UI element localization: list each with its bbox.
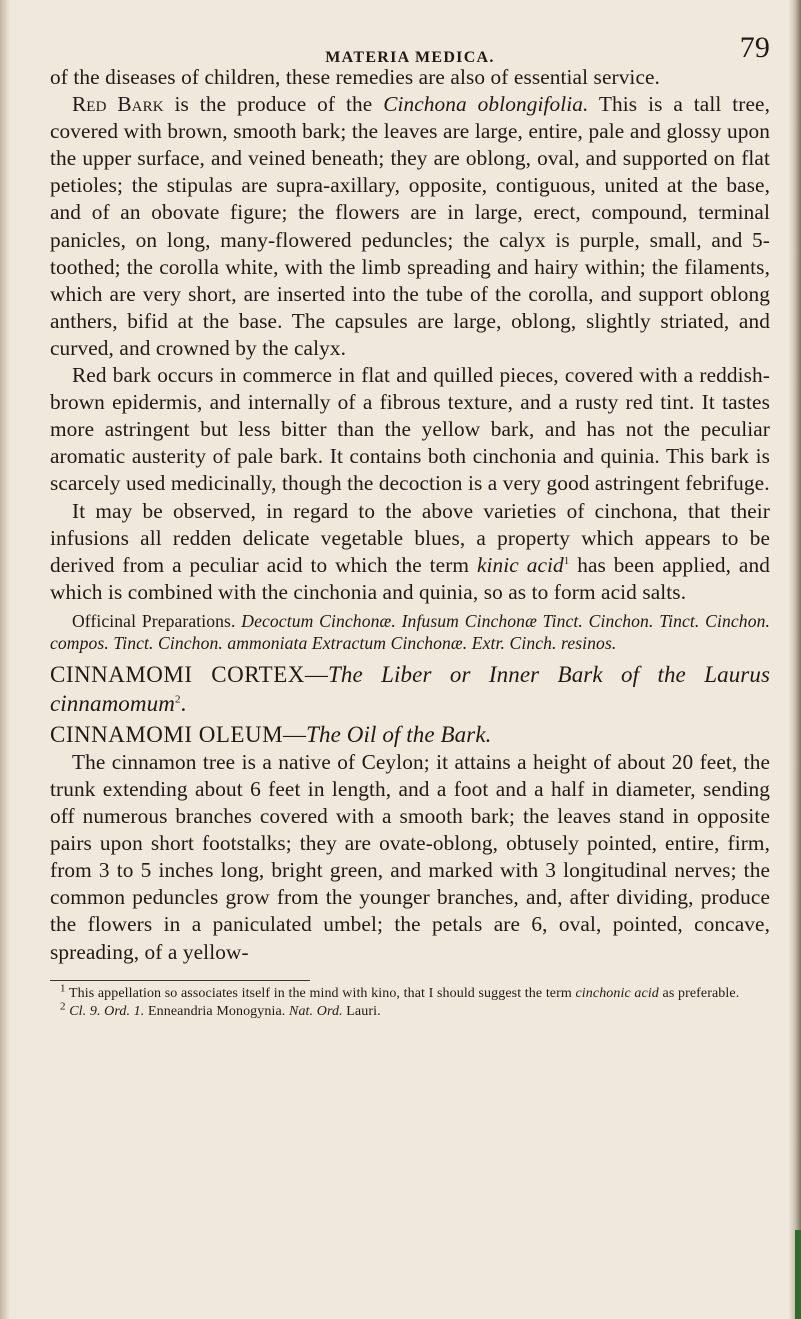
paragraph-text: has been applied, and which is combined with the cinchonia and quinia, so as to form acid salts. [50, 552, 770, 604]
footnote-rule [50, 980, 310, 981]
officinal-preparations [50, 610, 770, 654]
running-head: MATERIA MEDICA. [325, 49, 495, 66]
heading-end: . [180, 690, 187, 716]
heading-caps: CINNAMOMI CORTEX [50, 661, 305, 687]
footnotes [50, 981, 770, 1021]
heading-dash: — [304, 661, 328, 687]
heading-cinnamomi-oleum [50, 720, 770, 749]
heading-italic: The Oil of the Bark. [306, 721, 492, 747]
paragraph-kinic-acid [50, 498, 770, 606]
paragraph-text: The cinnamon tree is a native of Ceylon; it attains a height of about 20 feet, the trunk extending about 6 feet in length, and a foot and a half in diameter, sending off numerous branches covered with a smooth bark; the leaves stand in opposite pairs upon short footstalks; they are ovate-oblong, obtusely pointed, entire, firm, from 3 to 5 inches long, bright green, and marked with 3 longitudinal nerves; the common peduncles grow from the younger branches, and, after dividing, produce the flowers in a paniculated umbel; the petals are 6, oval, pointed, concave, spreading, of a yellow- [50, 749, 770, 964]
heading-cinnamomi-cortex [50, 660, 770, 718]
footnote-mark: 1 [60, 981, 66, 994]
paragraph-red-bark-commerce [50, 362, 770, 497]
preparations-list: Decoctum Cinchonæ. Infusum Cinchonæ Tinct. Cinchon. Tinct. Cinchon. compos. Tinct. Cinchon. ammoniata Extractum Cinchonæ. Extr. Cinch. resinos. [50, 610, 770, 653]
heading-dash: — [283, 721, 307, 747]
footnote-text: This appellation so associates itself in the mind with kino, that I should suggest the term [65, 985, 576, 1001]
paragraph-text: Red bark occurs in commerce in flat and quilled pieces, covered with a reddish-brown epidermis, and internally of a fibrous texture, and a rusty red tint. It tastes more astringent but less bitter than the yellow bark, and has not the peculiar aromatic austerity of pale bark. It contains both cinchonia and quinia. This bark is scarcely used medicinally, though the decoction is a very good astringent febrifuge. [50, 363, 770, 496]
footnote-mark: 2 [60, 999, 66, 1012]
species-name: Cinchona oblongifolia. [383, 92, 589, 117]
paragraph-text: of the diseases of children, these remedies are also of essential service. [50, 65, 660, 89]
page-edge-tab [795, 1230, 801, 1319]
red-bark-lead: Red Bark [72, 92, 164, 117]
book-page [50, 28, 770, 1021]
footnote-ref-2: 2 [174, 693, 181, 706]
paragraph-text: is the produce of the [163, 92, 384, 117]
footnote-text: Lauri. [342, 1003, 381, 1019]
paragraph-text: It may be observed, in regard to the above varieties of cinchona, that their infusions all redden delicate vegetable blues, a property which appears to be derived from a peculiar acid to which the term [50, 498, 770, 577]
page-edge [789, 0, 801, 1319]
footnote-natural-order: Nat. Ord. [289, 1003, 343, 1019]
page-header [50, 28, 770, 66]
paragraph-red-bark [50, 91, 770, 362]
paragraph-continuation [50, 64, 770, 91]
paragraph-cinnamon-tree [50, 749, 770, 966]
heading-italic: The Liber or Inner Bark of the Laurus cinnamomum [50, 661, 771, 716]
footnote-text: as preferable. [658, 985, 740, 1001]
footnote-1 [50, 981, 770, 1003]
footnote-2 [50, 999, 770, 1021]
footnote-class: Cl. 9. Ord. 1. [69, 1003, 145, 1019]
preparations-label: Officinal Preparations. [72, 610, 236, 631]
page-number: 79 [739, 31, 770, 64]
footnote-text: Enneandria Monogynia. [144, 1003, 289, 1019]
footnote-ref-1: 1 [563, 554, 570, 567]
paragraph-text: This is a tall tree, covered with brown, smooth bark; the leaves are large, entire, pale and glossy upon the upper surface, and veined beneath; they are oblong, oval, and supported on flat petioles; the stipulas are supra-axillary, opposite, contiguous, united at the base, and of an obovate figure; the flowers are in large, erect, compound, terminal panicles, on long, many-flowered peduncles; the calyx is purple, small, and 5-toothed; the corolla white, with the limb spreading and hairy within; the filaments, which are very short, are inserted into the tube of the corolla, and support oblong anthers, bifid at the base. The capsules are large, oblong, slightly striated, and curved, and crowned by the calyx. [50, 92, 770, 360]
kinic-acid-term: kinic acid [476, 552, 564, 577]
footnote-term: cinchonic acid [575, 985, 659, 1001]
heading-caps: CINNAMOMI OLEUM [50, 721, 284, 747]
binding-shadow [0, 0, 10, 1319]
